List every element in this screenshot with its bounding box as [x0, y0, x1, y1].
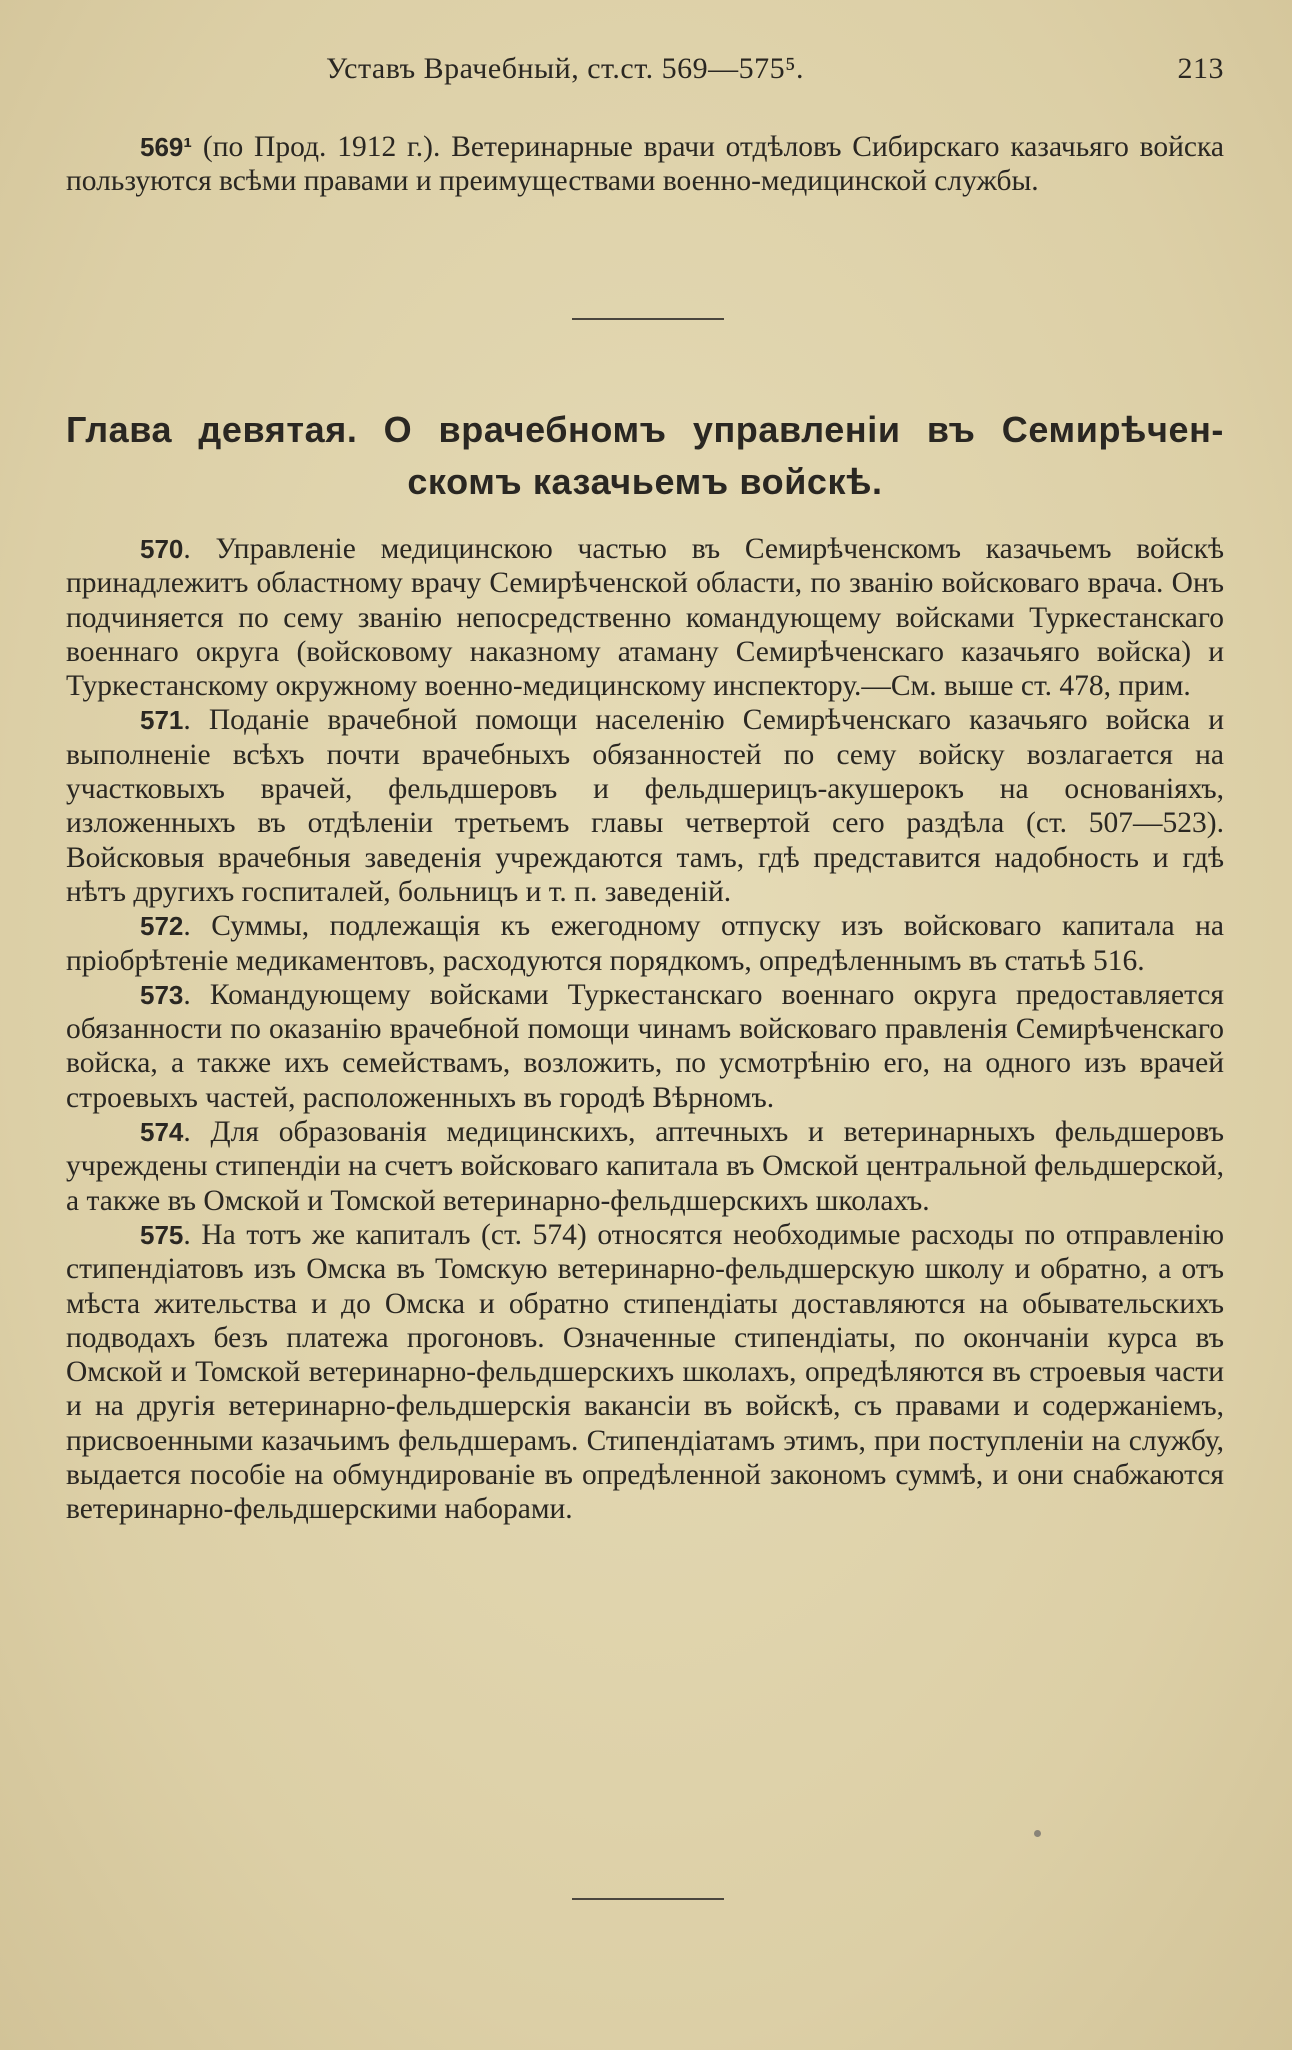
chapter-heading-line-2: скомъ казачьемъ войскѣ. — [407, 461, 883, 502]
running-title: Уставъ Врачебный, ст.ст. 569—575⁵. — [326, 52, 805, 85]
article-text: . Суммы, подлежащія къ ежегодному отпуску изъ войсковаго капитала на пріобрѣтеніе медикаментовъ, расходуются порядкомъ, опредѣленнымъ въ статьѣ 516. — [66, 910, 1224, 977]
article-text: . Командующему войсками Туркестанскаго военнаго округа предоставляется обязанности по оказанію врачебной помощи чинамъ войсковаго правленія Семирѣченскаго войска, а также ихъ семействамъ, возложить, по усмотрѣнію его, на одного изъ врачей строевыхъ частей, расположенныхъ въ городѣ Вѣрномъ. — [66, 978, 1224, 1114]
article-text: . Для образованія медицинскихъ, аптечныхъ и ветеринарныхъ фельдшеровъ учреждены стипендіи на счетъ войсковаго капитала въ Омской центральной фельдшерской, а также въ Омской и Томской ветеринарно-фельдшерскихъ школахъ. — [66, 1116, 1224, 1217]
article-number: 572 — [140, 911, 184, 942]
article-number: 569¹ — [140, 132, 193, 162]
article-569 — [66, 130, 1224, 199]
chapter-heading-line-1: Глава девятая. О врачебномъ управленiи въ Семирѣчен- — [66, 409, 1224, 450]
article-number: 573 — [140, 979, 184, 1010]
article-574 — [66, 1115, 1224, 1218]
page-number: 213 — [1177, 52, 1224, 85]
end-divider — [572, 1898, 724, 1900]
article-number: 575 — [140, 1219, 184, 1250]
article-number: 570 — [140, 534, 184, 564]
article-text: . Поданіе врачебной помощи населенію Семирѣченскаго казачьяго войска и выполненіе всѣхъ почти врачебныхъ обязанностей по сему войску возлагается на участковыхъ врачей, фельдшеровъ и фельдшерицъ-акушерокъ на основаніяхъ, изложенныхъ въ отдѣленіи третьемъ главы четвертой сего раздѣла (ст. 507—523). Войсковыя врачебныя заведенія учреждаются тамъ, гдѣ представится надобность и гдѣ нѣтъ другихъ госпиталей, больницъ и т. п. заведеній. — [66, 704, 1224, 908]
chapter-heading — [66, 404, 1224, 508]
article-571 — [66, 703, 1224, 909]
chapter-body — [66, 532, 1224, 1527]
article-number: 574 — [140, 1117, 184, 1148]
section-divider — [572, 318, 724, 320]
article-573 — [66, 978, 1224, 1115]
print-speck — [1034, 1830, 1041, 1837]
page-header — [68, 52, 1224, 96]
article-575 — [66, 1218, 1224, 1527]
article-text: . На тотъ же капиталъ (ст. 574) относятся необходимые расходы по отправленію стипендіатовъ изъ Омска въ Томскую ветеринарно-фельдшерскую школу и обратно, а отъ мѣста жительства и до Омска и обратно стипендіаты доставляются на обывательскихъ подводахъ безъ платежа прогоновъ. Означенные стипендіаты, по окончаніи курса въ Омской и Томской ветеринарно-фельдшерскихъ школахъ, опредѣляются въ строевыя части и на другія ветеринарно-фельдшерскія вакансіи въ войскѣ, съ правами и содержаніемъ, присвоенными казачьимъ фельдшерамъ. Стипендіатамъ этимъ, при поступленіи на службу, выдается пособіе на обмундированіе въ опредѣленной закономъ суммѣ, и они снабжаются ветеринарно-фельдшерскими наборами. — [66, 1218, 1224, 1526]
article-text: (по Прод. 1912 г.). Ветеринарные врачи отдѣловъ Сибирскаго казачьяго войска пользуются всѣми правами и преимуществами военно-медицинской службы. — [66, 131, 1224, 198]
article-text: . Управленіе медицинскою частью въ Семирѣченскомъ казачьемъ войскѣ принадлежитъ областному врачу Семирѣченской области, по званію войсковаго врача. Онъ подчиняется по сему званію непосредственно командующему войсками Туркестанскаго военнаго округа (войсковому наказному атаману Семирѣченскаго казачьяго войска) и Туркестанскому окружному военно-медицинскому инспектору.—См. выше ст. 478, прим. — [66, 533, 1224, 703]
article-number: 571 — [140, 705, 184, 736]
article-570 — [66, 532, 1224, 703]
article-572 — [66, 909, 1224, 978]
